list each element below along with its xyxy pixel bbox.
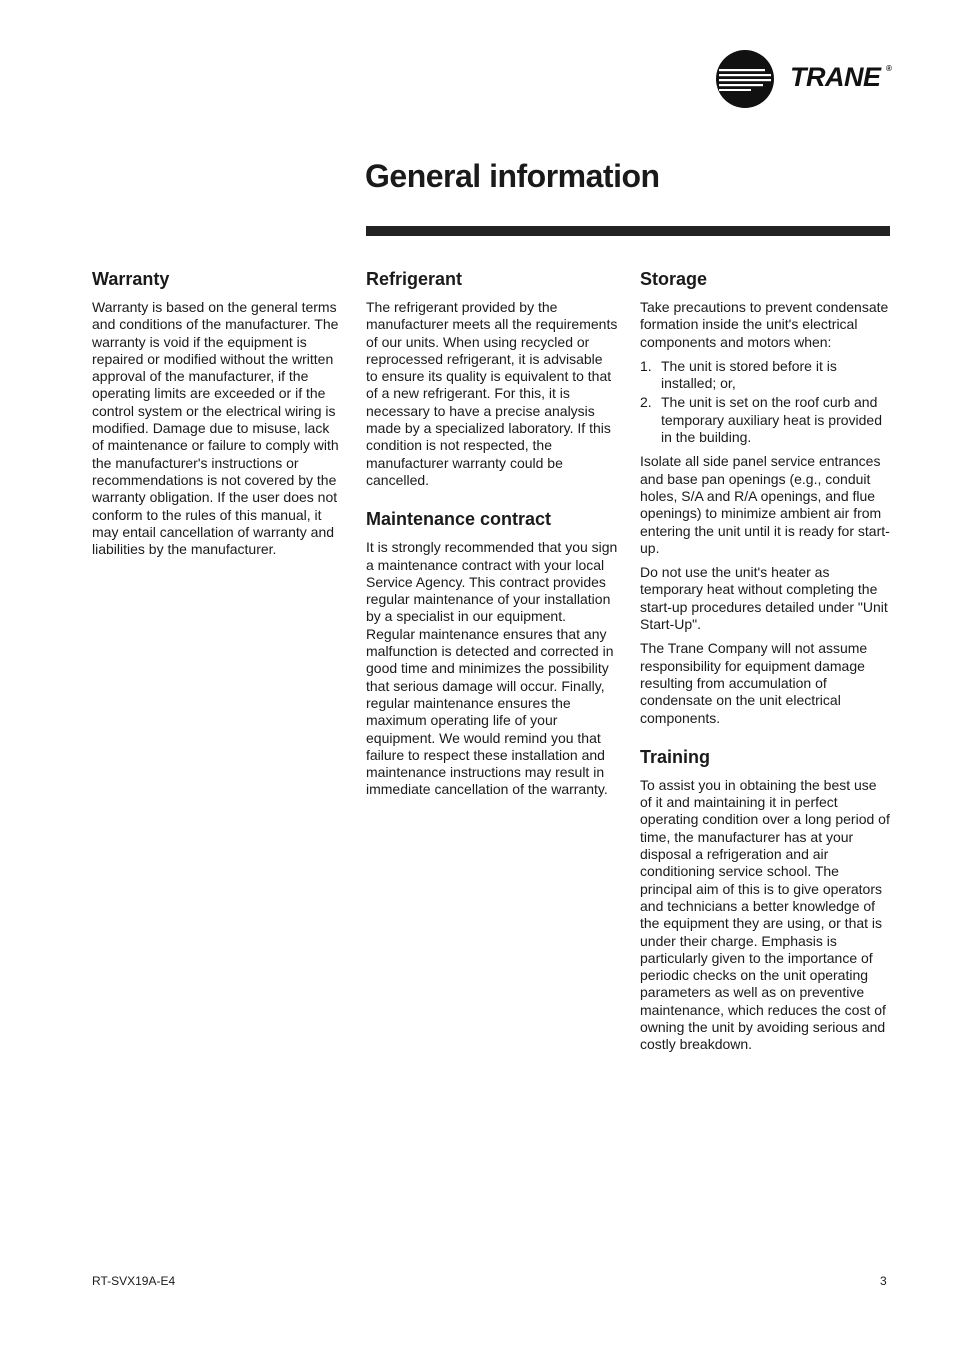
list-number: 1. (640, 357, 652, 374)
refrigerant-heading: Refrigerant (366, 269, 463, 289)
trane-swirl-icon (716, 50, 774, 108)
maintenance-heading: Maintenance contract (366, 509, 552, 530)
maintenance-paragraph: It is strongly recommended that you sign a maintenance contract with your local Service Agency. This contract provides regular maintenance of your installation by a specialist in our equipment. Regular maintenance ensures that any malfunction is detected and corrected in good time and minimizes the possibility that serious damage will occur. Finally, regular maintenance ensures the maximum operating life of your equipment. We would remind you that failure to respect these installation and maintenance instructions may result in immediate cancellation of the warranty. (366, 539, 618, 798)
page-number: 3 (880, 1274, 887, 1288)
training-heading: Training (640, 746, 711, 767)
column-warranty (92, 268, 344, 565)
list-text: The unit is stored before it is installed; or, (661, 357, 837, 392)
storage-list (640, 358, 892, 446)
title-rule (366, 226, 890, 236)
registered-mark: ® (886, 64, 892, 73)
logo-wordmark: TRANE (790, 62, 881, 92)
list-number: 2. (640, 394, 652, 411)
column-refrigerant (366, 268, 618, 806)
storage-paragraph: Do not use the unit's heater as temporary heat without completing the start-up procedures detailed under "Unit Start-Up". (640, 564, 888, 633)
warranty-heading: Warranty (92, 269, 170, 289)
storage-paragraph: The Trane Company will not assume responsibility for equipment damage resulting from accumulation of condensate on the unit electrical components. (640, 640, 868, 726)
list-item (640, 394, 892, 446)
document-code: RT-SVX19A-E4 (92, 1274, 176, 1288)
storage-paragraph: Isolate all side panel service entrances and base pan openings (e.g., conduit holes, S/A and R/A openings, and flue openings) to minimize ambient air from entering the unit until it is ready for start-up. (640, 453, 890, 556)
storage-intro: Take precautions to prevent condensate formation inside the unit's electrical components and motors when: (640, 299, 889, 350)
refrigerant-paragraph: The refrigerant provided by the manufacturer meets all the requirements of our units. When using recycled or reprocessed refrigerant, it is advisable to ensure its quality is equivalent to that of a new refrigerant. For this, it is necessary to have a precise analysis made by a specialized laboratory. If this condition is not respected, the manufacturer warranty could be cancelled. (366, 299, 618, 488)
storage-heading: Storage (640, 269, 708, 289)
list-item (640, 358, 892, 393)
page-title: General information (365, 158, 660, 194)
training-paragraph: To assist you in obtaining the best use of it and maintaining it in perfect operating condition over a long period of time, the manufacturer has at your disposal a refrigeration and air conditioning service school. The principal aim of this is to give operators and technicians a better knowledge of the equipment they are using, or that is under their charge. Emphasis is particularly given to the importance of periodic checks on the unit operating parameters as well as on preventive maintenance, which reduces the cost of owning the unit by avoiding serious and costly breakdown. (640, 776, 890, 1053)
warranty-paragraph: Warranty is based on the general terms and conditions of the manufacturer. The warranty is void if the equipment is repaired or modified without the written approval of the manufacturer, if the operating limits are exceeded or if the control system or the electrical wiring is modified. Damage due to misuse, lack of maintenance or failure to comply with the manufacturer's instructions or recommendations is not covered by the warranty obligation. If the user does not conform to the rules of this manual, it may entail cancellation of warranty and liabilities by the manufacturer. (92, 299, 339, 558)
column-storage (640, 268, 892, 1061)
list-text: The unit is set on the roof curb and temporary auxiliary heat is provided in the building. (661, 394, 882, 446)
trane-logo (716, 50, 892, 108)
